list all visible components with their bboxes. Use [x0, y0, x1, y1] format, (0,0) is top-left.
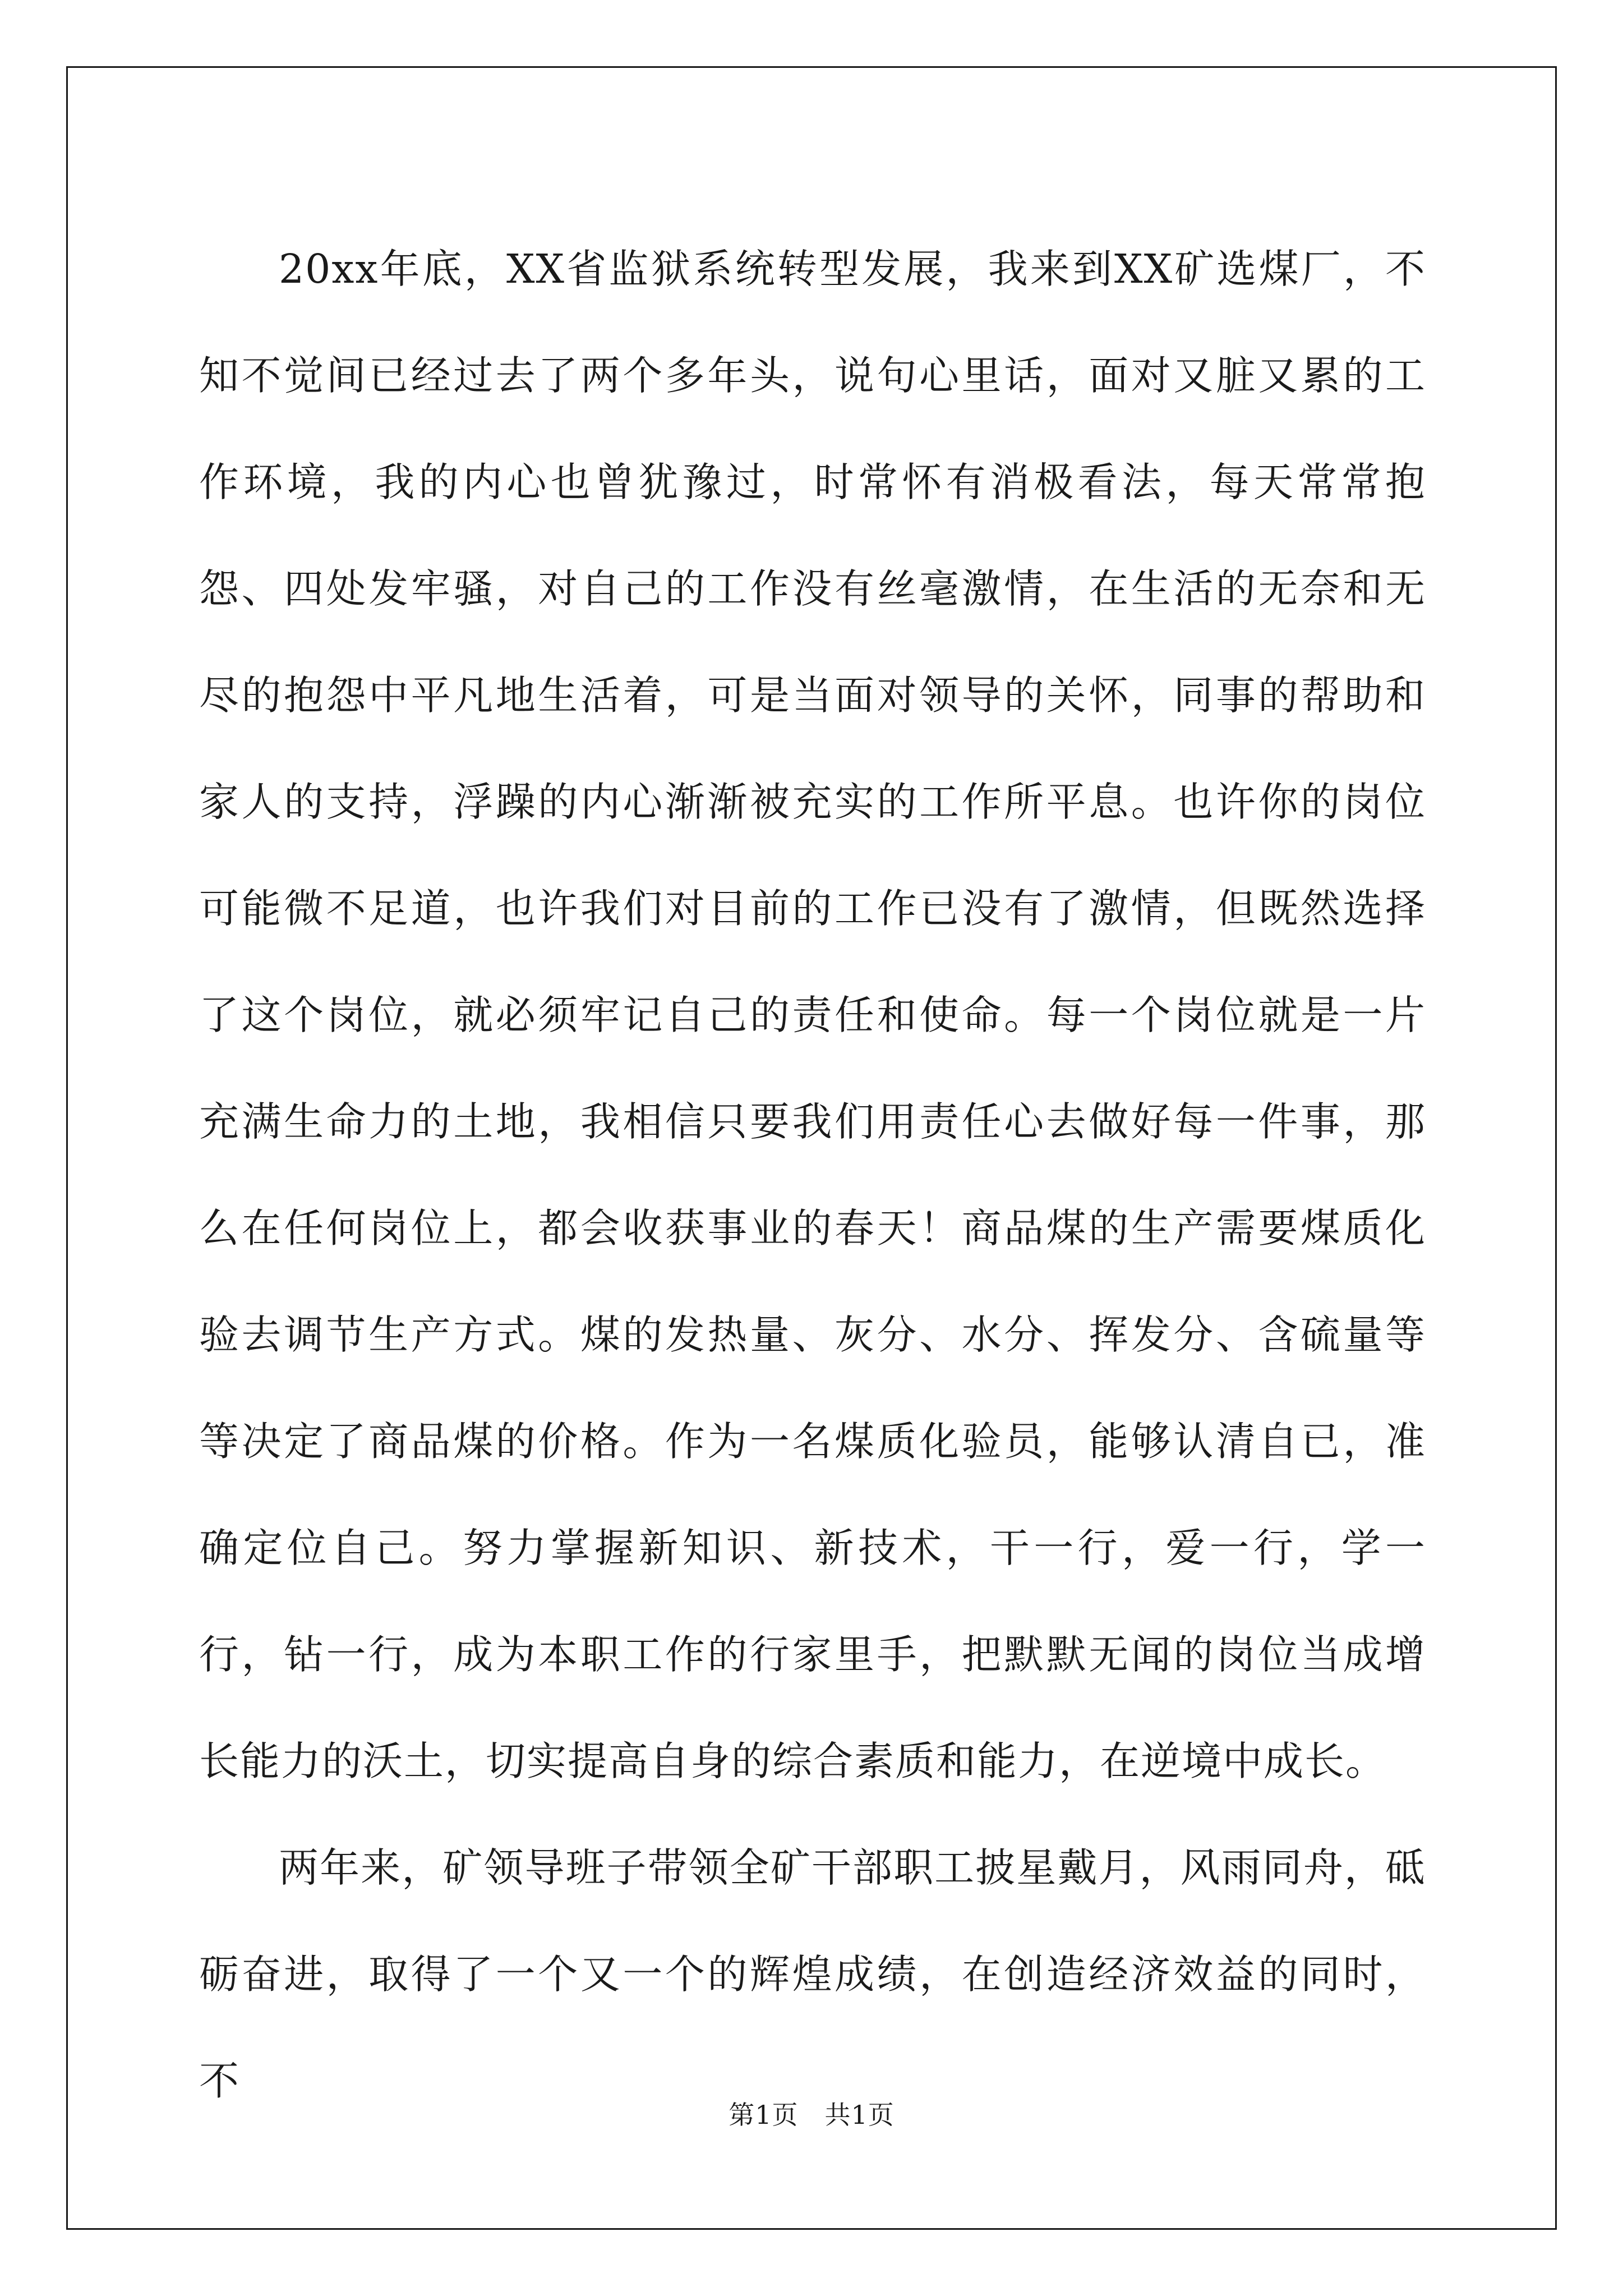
- paragraph-1: 20xx年底，XX省监狱系统转型发展，我来到XX矿选煤厂，不知不觉间已经过去了两个多年头，说句心里话，面对又脏又累的工作环境，我的内心也曾犹豫过，时常怀有消极看法，每天常常抱怨、四处发牢骚，对自己的工作没有丝毫激情，在生活的无奈和无尽的抱怨中平凡地生活着，可是当面对领导的关怀，同事的帮助和家人的支持，浮躁的内心渐渐被充实的工作所平息。也许你的岗位可能微不足道，也许我们对目前的工作已没有了激情，但既然选择了这个岗位，就必须牢记自己的责任和使命。每一个岗位就是一片充满生命力的土地，我相信只要我们用责任心去做好每一件事，那么在任何岗位上，都会收获事业的春天！商品煤的生产需要煤质化验去调节生产方式。煤的发热量、灰分、水分、挥发分、含硫量等等决定了商品煤的价格。作为一名煤质化验员，能够认清自已，准确定位自己。努力掌握新知识、新技术，干一行，爱一行，学一行，钻一行，成为本职工作的行家里手，把默默无闻的岗位当成增长能力的沃土，切实提高自身的综合素质和能力，在逆境中成长。: [199, 246, 1426, 1784]
- footer-spacer: [799, 2100, 825, 2130]
- paragraph-2: 两年来，矿领导班子带领全矿干部职工披星戴月，风雨同舟，砥砺奋进，取得了一个又一个的辉煌成绩，在创造经济效益的同时，不: [199, 1844, 1426, 2104]
- page-number: 第1页: [728, 2100, 799, 2130]
- page-total: 共1页: [824, 2100, 895, 2130]
- document-body: [199, 216, 1426, 2134]
- page-footer: [0, 2098, 1623, 2132]
